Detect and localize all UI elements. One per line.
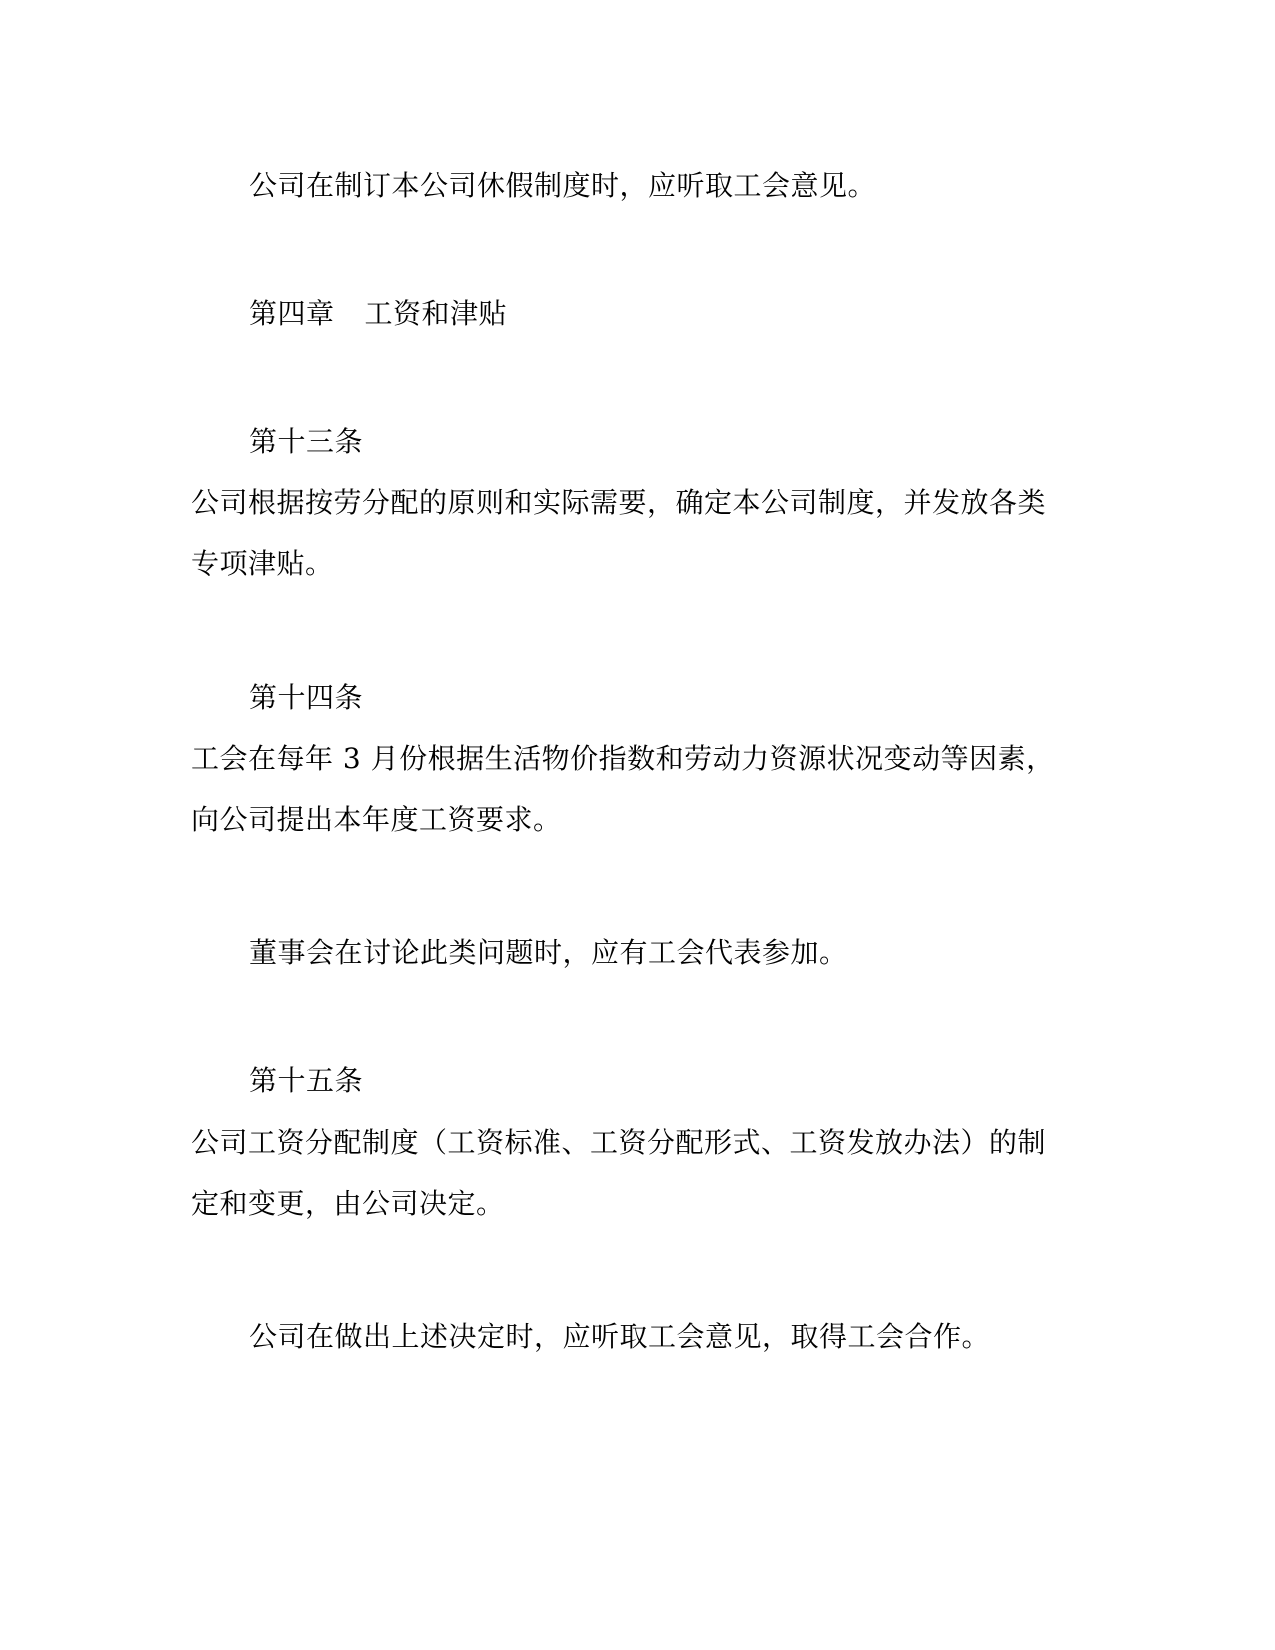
article-13-text-line-2: 专项津贴。 bbox=[191, 547, 334, 580]
article-15-text-line-2: 定和变更，由公司决定。 bbox=[191, 1187, 505, 1220]
article-14-text-line-2: 向公司提出本年度工资要求。 bbox=[191, 803, 562, 836]
article-13-heading: 第十三条 bbox=[249, 425, 364, 458]
chapter-title: 工资和津贴 bbox=[364, 297, 508, 330]
article-14-heading: 第十四条 bbox=[249, 681, 364, 714]
chapter-heading bbox=[249, 296, 507, 332]
article-13-text-line-1: 公司根据按劳分配的原则和实际需要，确定本公司制度，并发放各类 bbox=[191, 486, 1047, 519]
article-14-text-line-1: 工会在每年 3 月份根据生活物价指数和劳动力资源状况变动等因素， bbox=[191, 742, 1055, 775]
article-14-paragraph-2: 董事会在讨论此类问题时，应有工会代表参加。 bbox=[249, 936, 848, 969]
article-15-heading: 第十五条 bbox=[249, 1064, 364, 1097]
article-15-text-line-1: 公司工资分配制度（工资标准、工资分配形式、工资发放办法）的制 bbox=[191, 1126, 1047, 1159]
chapter-number: 第四章 bbox=[249, 297, 335, 330]
article-15-paragraph-2: 公司在做出上述决定时，应听取工会意见，取得工会合作。 bbox=[249, 1320, 991, 1353]
paragraph-leave-policy: 公司在制订本公司休假制度时，应听取工会意见。 bbox=[249, 169, 877, 202]
